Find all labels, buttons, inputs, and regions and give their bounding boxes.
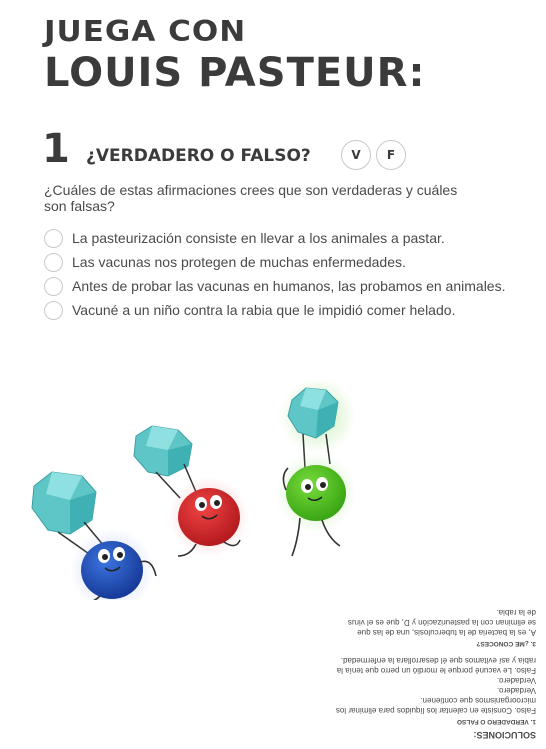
statement-text: Antes de probar las vacunas en humanos, las probamos en animales. bbox=[72, 278, 506, 294]
answer-circle[interactable] bbox=[44, 253, 63, 272]
statement-item bbox=[44, 250, 505, 274]
solutions-section-3: 3. ¿ME CONOCES? bbox=[476, 640, 536, 647]
question-heading: ¿VERDADERO O FALSO? bbox=[86, 146, 311, 166]
statement-item bbox=[44, 226, 505, 250]
solutions-upside-down bbox=[300, 570, 536, 740]
statement-item bbox=[44, 298, 505, 322]
solutions-title: SOLUCIONES: bbox=[473, 730, 536, 740]
question-intro bbox=[44, 182, 464, 214]
title-line-2: LOUIS PASTEUR: bbox=[44, 50, 426, 96]
statement-text: Vacuné a un niño contra la rabia que le impidió comer helado. bbox=[72, 302, 456, 318]
statement-item bbox=[44, 274, 505, 298]
solution-line: rabia y así evitamos que él desarrollara la enfermedad. bbox=[340, 656, 536, 665]
solution-line: se eliminan con la pasteurización y D, que es el virus bbox=[347, 618, 536, 627]
solution-line: Verdadero. bbox=[496, 686, 536, 695]
blue-microbe bbox=[32, 472, 156, 600]
answer-circle[interactable] bbox=[44, 229, 63, 248]
answer-circle[interactable] bbox=[44, 277, 63, 296]
true-button[interactable]: V bbox=[341, 140, 371, 170]
title-line-1: JUEGA CON bbox=[44, 15, 247, 49]
solutions-section-1: 1. VERDADERO O FALSO bbox=[456, 718, 536, 725]
solution-line: de la rabia. bbox=[496, 608, 536, 617]
red-microbe bbox=[134, 426, 249, 557]
statement-text: Las vacunas nos protegen de muchas enfermedades. bbox=[72, 254, 406, 270]
solution-line: microorganismos que contienen. bbox=[420, 696, 536, 705]
intro-line-1: ¿Cuáles de estas afirmaciones crees que son verdaderas y cuáles bbox=[44, 182, 458, 198]
solution-line: Falso. Consiste en calentar los líquidos para eliminar los bbox=[335, 706, 536, 715]
solution-line: Verdadero. bbox=[496, 676, 536, 685]
green-microbe bbox=[276, 380, 356, 556]
statement-text: La pasteurización consiste en llevar a los animales a pastar. bbox=[72, 230, 445, 246]
crystal-cluster-icon bbox=[134, 426, 192, 476]
microbe-illustration bbox=[0, 380, 546, 600]
false-button[interactable]: F bbox=[376, 140, 406, 170]
solution-line: A, es la bacteria de la tuberculosis, una de las que bbox=[357, 628, 536, 637]
answer-circle[interactable] bbox=[44, 301, 63, 320]
solution-line: Falso. Le vacuné porque le mordió un perro que tenía la bbox=[336, 666, 536, 675]
question-number: 1 bbox=[42, 126, 70, 172]
statement-list bbox=[44, 226, 505, 322]
intro-line-2: son falsas? bbox=[44, 198, 115, 214]
